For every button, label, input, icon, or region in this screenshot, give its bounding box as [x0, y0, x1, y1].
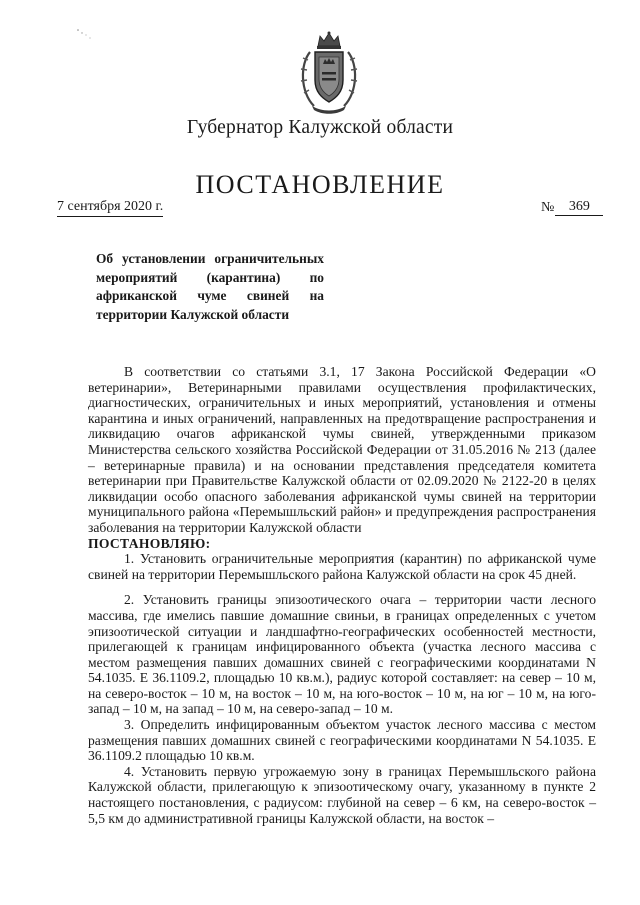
- document-number-field: [541, 199, 603, 216]
- scan-artifact: [76, 28, 96, 42]
- preamble-paragraph: В соответствии со статьями 3.1, 17 Закона Российской Федерации «О ветеринарии», Ветеринарными правилами осуществления профилактических, диагностических, ограничительных и иных мероприятий, установления и отмены карантина и иных ограничений, направленных на предотвращение распространения и ликвидацию очагов африканской чумы свиней, утвержденными приказом Министерства сельского хозяйства Российской Федерации от 31.05.2016 № 213 (далее – ветеринарные правила) и на основании представления председателя комитета ветеринарии при Правительстве Калужской области от 02.09.2020 № 2122-20 в целях ликвидации особо опасного заболевания африканской чумы свиней на территории муниципального района «Перемышльский район» и предупреждения распространения заболевания на территории Калужской области: [88, 364, 596, 535]
- clause-2: 2. Установить границы эпизоотического очага – территории части лесного массива, где имелись павшие домашние свиньи, в границах определенных с учетом эпизоотической ситуации и ландшафтно-географических особенностей местности, прилегающей к границам инфицированного объекта (участка лесного массива с местом размещения павших домашних свиней с географическими координатами N 54.1035. E 36.1109.2, площадью 10 кв.м.), радиус которой составляет: на север – 10 м, на северо-восток – 10 м, на восток – 10 м, на юго-восток – 10 м, на юг – 10 м, на юго-запад – 10 м, на запад – 10 м, на северо-запад – 10 м.: [88, 592, 596, 717]
- decree-word: ПОСТАНОВЛЯЮ:: [88, 535, 211, 551]
- document-number: 369: [555, 199, 603, 216]
- coat-of-arms-icon: [296, 30, 362, 116]
- document-date: 7 сентября 2020 г.: [57, 199, 163, 217]
- clause-1: 1. Установить ограничительные мероприятия (карантин) по африканской чуме свиней на территории Перемышльского района Калужской области на срок 45 дней.: [88, 551, 596, 582]
- document-body: [88, 364, 596, 826]
- clause-3: 3. Определить инфицированным объектом участок лесного массива с местом размещения павших домашних свиней с географическими координатами N 54.1035. E 36.1109.2 площадью 10 кв.м.: [88, 717, 596, 764]
- clause-4: 4. Установить первую угрожаемую зону в границах Перемышльского района Калужской области, прилегающую к эпизоотическому очагу, указанному в пункте 2 настоящего постановления, с радиусом: глубиной на север – 6 км, на северо-восток – 5,5 км до административной границы Калужской области, на восток –: [88, 763, 596, 826]
- document-type-title: ПОСТАНОВЛЕНИЕ: [195, 170, 445, 199]
- issuing-authority: Губернатор Калужской области: [186, 117, 454, 138]
- document-subject: Об установлении ограничительных мероприятий (карантина) по африканской чуме свиней на территории Калужской области: [96, 251, 324, 322]
- number-sign: №: [541, 200, 555, 215]
